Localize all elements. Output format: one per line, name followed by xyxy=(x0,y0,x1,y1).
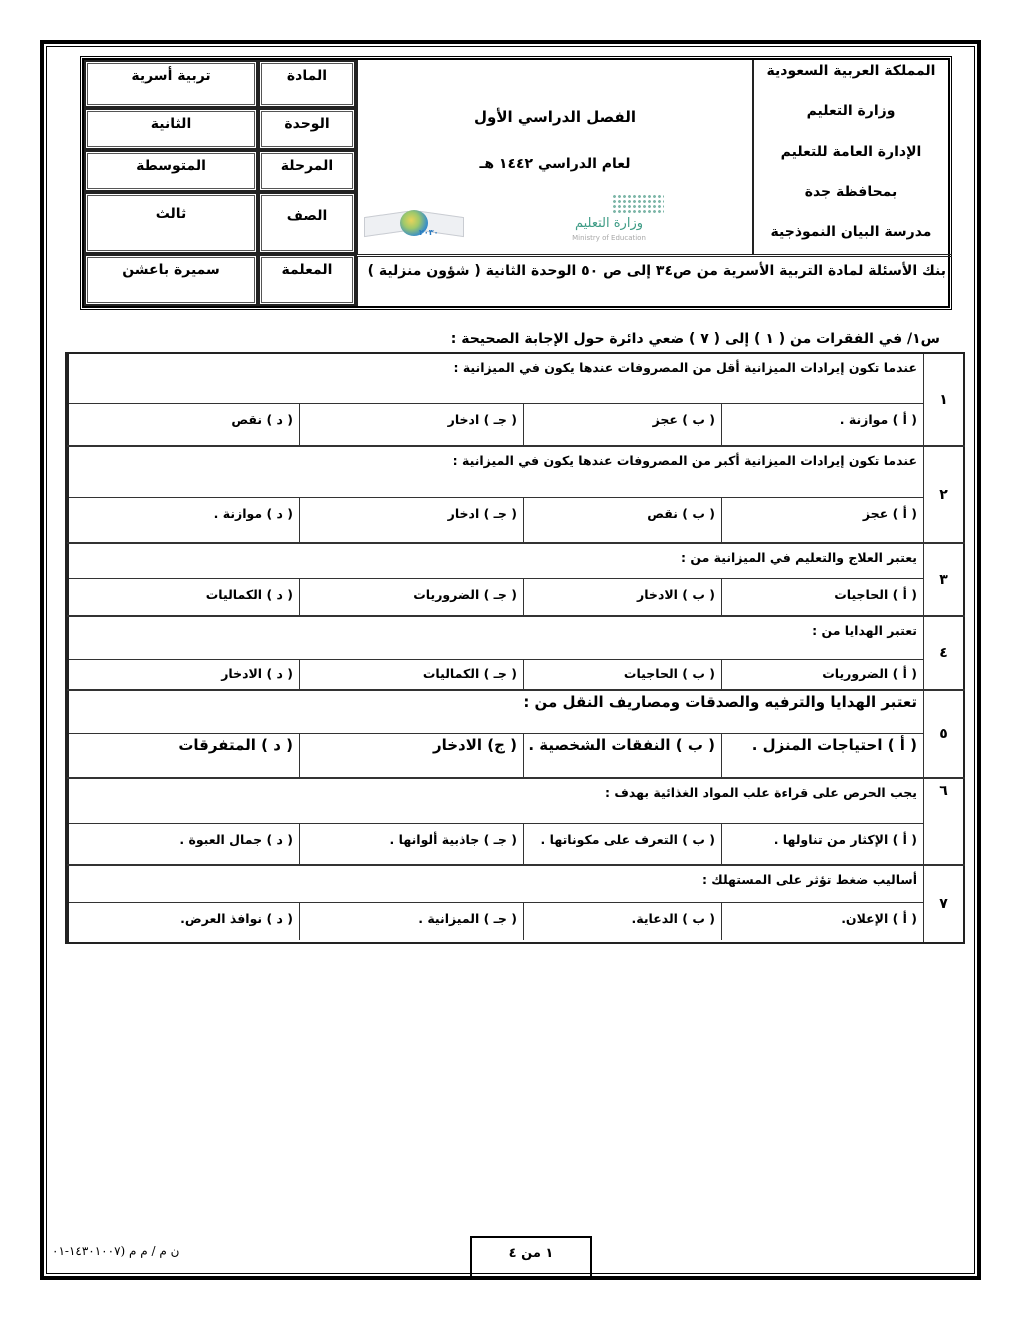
info-label-unit xyxy=(258,108,356,150)
options-row xyxy=(69,823,923,864)
option-b[interactable]: ( ب ) الادخار xyxy=(523,579,721,615)
options-row xyxy=(69,578,923,615)
info-value-unit xyxy=(84,108,258,150)
question-number: ٥ xyxy=(923,691,965,777)
question-stem: تعتبر الهدايا من : xyxy=(812,623,917,638)
option-a[interactable]: ( أ ) الإكثار من تناولها . xyxy=(721,824,923,864)
school-name: مدرسة البيان النموذجية xyxy=(770,224,932,240)
label-text: المعلمة xyxy=(281,262,333,278)
info-value-subject xyxy=(84,60,258,108)
question-row xyxy=(67,779,965,866)
option-d[interactable]: ( د ) جمال العبوة . xyxy=(179,832,293,847)
info-value-stage xyxy=(84,150,258,192)
value-text: ثالث xyxy=(155,206,187,222)
question-number: ٧ xyxy=(923,866,965,942)
value-text: سميرة باعشن xyxy=(122,262,220,278)
options-row xyxy=(69,902,923,940)
info-label-teacher xyxy=(258,254,356,306)
ministry-name: وزارة التعليم xyxy=(806,103,896,120)
question-row xyxy=(67,447,965,544)
question-number: ١ xyxy=(923,354,965,445)
option-c[interactable]: ( جـ ) الضروريات xyxy=(299,579,523,615)
options-row xyxy=(69,659,923,689)
ministry-of-education-logo xyxy=(554,188,664,248)
option-d[interactable]: ( د ) موازنة . xyxy=(213,506,293,521)
directorate-name: الإدارة العامة للتعليم xyxy=(780,143,922,160)
question-number: ٦ xyxy=(923,779,965,864)
form-code: ن م / م م (١٤٣٠١٠٠٧-٠١ xyxy=(52,1244,180,1258)
question-stem: يجب الحرص على قراءة علب المواد الغذائية بهدف : xyxy=(605,785,917,800)
exam-title-block xyxy=(356,60,754,254)
label-text: المادة xyxy=(286,68,328,84)
question-row xyxy=(67,544,965,617)
value-text: المتوسطة xyxy=(136,158,206,174)
option-d[interactable]: ( د ) نوافذ العرض. xyxy=(180,911,293,926)
question-body xyxy=(67,779,923,864)
option-b[interactable]: ( ب ) عجز xyxy=(523,404,721,445)
exam-header xyxy=(82,58,950,308)
option-c[interactable]: ( ج) الادخار xyxy=(299,734,523,777)
value-text: تربية أسرية xyxy=(131,68,211,84)
option-d[interactable]: ( د ) نقص xyxy=(231,412,293,427)
info-label-grade xyxy=(258,192,356,254)
option-d[interactable]: ( د ) المتفرقات xyxy=(178,736,293,754)
question-stem: عندما تكون إيرادات الميزانية أقل من المصروفات عندها يكون في الميزانية : xyxy=(453,360,917,375)
question-body xyxy=(67,447,923,542)
page-indicator xyxy=(470,1236,592,1276)
option-b[interactable]: ( ب ) الدعاية. xyxy=(523,903,721,940)
info-label-subject xyxy=(258,60,356,108)
term-title: الفصل الدراسي الأول xyxy=(474,108,636,126)
question-stem: أساليب ضغط تؤثر على المستهلك : xyxy=(701,872,917,887)
info-label-stage xyxy=(258,150,356,192)
info-value-teacher xyxy=(84,254,258,306)
question-bank-title: بنك الأسئلة لمادة التربية الأسرية من ص٣٤ إلى ص ٥٠ الوحدة الثانية ( شؤون منزلية ) xyxy=(356,254,952,306)
question-row xyxy=(67,866,965,942)
option-a[interactable]: ( أ ) الإعلان. xyxy=(721,903,923,940)
option-b[interactable]: ( ب ) نقص xyxy=(523,498,721,542)
question-stem: عندما تكون إيرادات الميزانية أكبر من المصروفات عندها يكون في الميزانية : xyxy=(452,453,917,468)
question-stem: تعتبر الهدايا والترفيه والصدقات ومصاريف النقل من : xyxy=(523,693,917,711)
option-c[interactable]: ( جـ ) جاذبية ألوانها . xyxy=(299,824,523,864)
value-text: الثانية xyxy=(150,116,192,132)
question-body xyxy=(67,544,923,615)
question-row xyxy=(67,354,965,447)
option-b[interactable]: ( ب ) التعرف على مكوناتها . xyxy=(523,824,721,864)
option-b[interactable]: ( ب ) النفقات الشخصية . xyxy=(523,734,721,777)
option-d[interactable]: ( د ) الكماليات xyxy=(205,587,293,602)
label-text: الوحدة xyxy=(284,116,330,132)
option-b[interactable]: ( ب ) الحاجيات xyxy=(523,660,721,689)
label-text: المرحلة xyxy=(280,158,334,174)
question-stem: يعتبر العلاج والتعليم في الميزانية من : xyxy=(680,550,917,565)
option-c[interactable]: ( جـ ) ادخار xyxy=(299,498,523,542)
option-a[interactable]: ( أ ) موازنة . xyxy=(721,404,923,445)
question-row xyxy=(67,691,965,779)
option-c[interactable]: ( جـ ) الميزانية . xyxy=(299,903,523,940)
option-a[interactable]: ( أ ) الضروريات xyxy=(721,660,923,689)
moe-logo-english: Ministry of Education xyxy=(572,234,646,242)
question-number: ٢ xyxy=(923,447,965,542)
options-row xyxy=(69,403,923,445)
question-instruction: س١/ في الفقرات من ( ١ ) إلى ( ٧ ) ضعي دائرة حول الإجابة الصحيحة : xyxy=(450,331,940,347)
option-a[interactable]: ( أ ) عجز xyxy=(721,498,923,542)
question-number: ٤ xyxy=(923,617,965,689)
option-a[interactable]: ( أ ) احتياجات المنزل . xyxy=(721,734,923,777)
logo-tag: ٢٠٣٠ xyxy=(419,228,439,237)
option-d[interactable]: ( د ) الادخار xyxy=(221,666,293,681)
options-row xyxy=(69,733,923,777)
info-value-grade xyxy=(84,192,258,254)
school-info-block xyxy=(752,60,948,254)
question-body xyxy=(67,866,923,942)
question-body xyxy=(67,691,923,777)
label-text: الصف xyxy=(286,208,328,224)
kingdom-name: المملكة العربية السعودية xyxy=(766,63,936,79)
option-a[interactable]: ( أ ) الحاجيات xyxy=(721,579,923,615)
question-body xyxy=(67,354,923,445)
options-row xyxy=(69,497,923,542)
academic-year: لعام الدراسي ١٤٤٢ هـ xyxy=(479,156,631,172)
moe-logo-arabic: وزارة التعليم xyxy=(574,216,644,231)
vision-globe-logo xyxy=(364,208,464,242)
question-number: ٣ xyxy=(923,544,965,615)
option-c[interactable]: ( جـ ) الكماليات xyxy=(299,660,523,689)
question-row xyxy=(67,617,965,691)
moe-dots-icon xyxy=(612,194,664,214)
questions-table xyxy=(65,352,965,944)
governorate-name: بمحافظة جدة xyxy=(804,183,898,200)
option-c[interactable]: ( جـ ) ادخار xyxy=(299,404,523,445)
question-body xyxy=(67,617,923,689)
page-number-text: ١ من ٤ xyxy=(508,1246,554,1261)
